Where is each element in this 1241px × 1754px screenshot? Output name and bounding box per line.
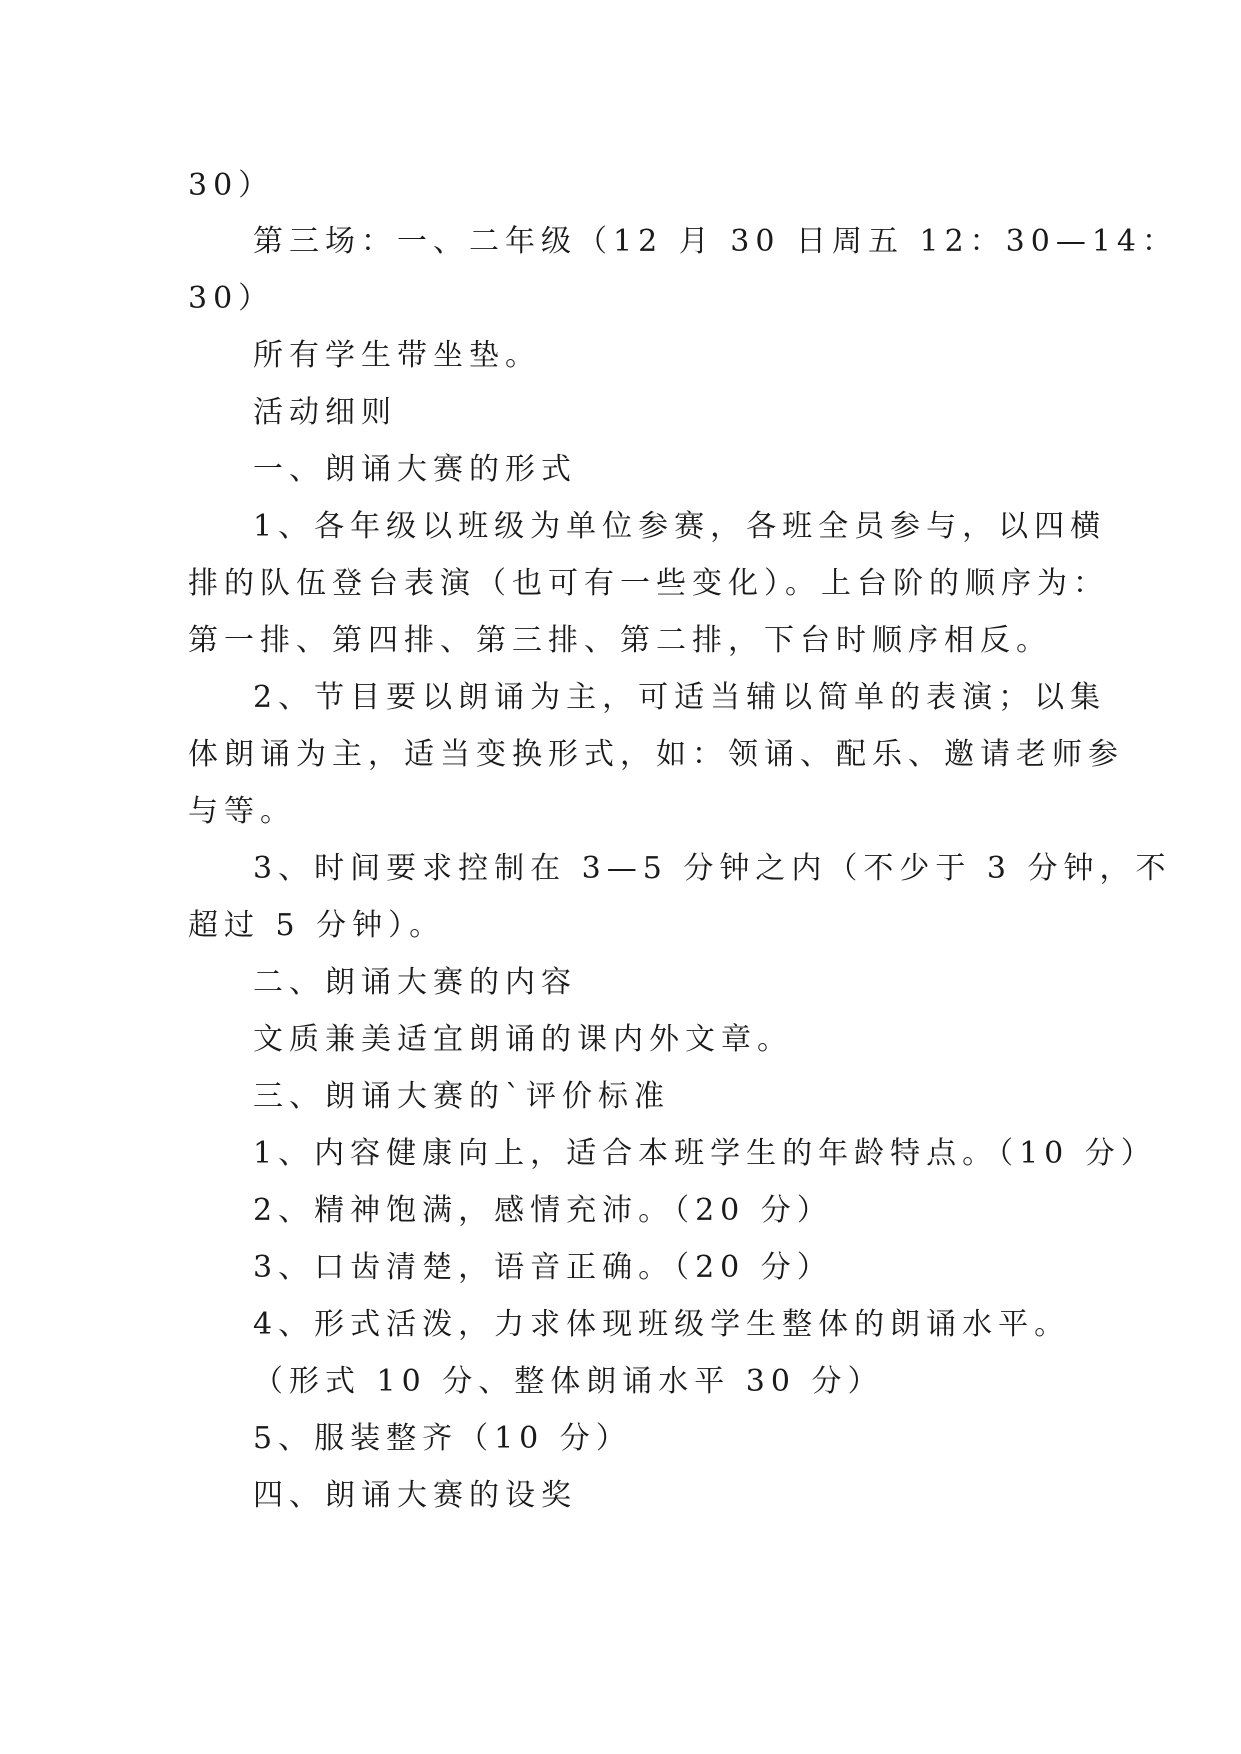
section-heading: 二、朗诵大赛的内容	[253, 965, 577, 1000]
text-line: 1、内容健康向上，适合本班学生的年龄特点。（10 分）	[253, 1136, 1157, 1171]
text-line: 4、形式活泼，力求体现班级学生整体的朗诵水平。	[253, 1307, 1071, 1342]
section-heading: 三、朗诵大赛的`评价标准	[253, 1079, 670, 1114]
text-line: 1、各年级以班级为单位参赛，各班全员参与，以四横	[253, 509, 1107, 544]
text-line: 第三场：一、二年级（12 月 30 日周五 12：30—14：	[253, 224, 1179, 259]
text-line: （形式 10 分、整体朗诵水平 30 分）	[253, 1364, 884, 1399]
text-line: 30）	[188, 168, 275, 203]
section-heading: 四、朗诵大赛的设奖	[253, 1478, 577, 1513]
text-line: 体朗诵为主，适当变换形式，如：领诵、配乐、邀请老师参	[188, 737, 1124, 772]
text-line: 第一排、第四排、第三排、第二排，下台时顺序相反。	[188, 623, 1052, 658]
section-heading: 活动细则	[253, 395, 397, 430]
section-heading: 一、朗诵大赛的形式	[253, 452, 577, 487]
text-line: 5、服装整齐（10 分）	[253, 1421, 632, 1456]
text-line: 超过 5 分钟）。	[188, 908, 446, 943]
text-line: 2、节目要以朗诵为主，可适当辅以简单的表演；以集	[253, 680, 1107, 715]
text-line: 3、口齿清楚，语音正确。（20 分）	[253, 1250, 833, 1285]
text-line: 3、时间要求控制在 3—5 分钟之内（不少于 3 分钟，不	[253, 851, 1172, 886]
text-line: 排的队伍登台表演（也可有一些变化）。上台阶的顺序为：	[188, 566, 1109, 601]
text-line: 文质兼美适宜朗诵的课内外文章。	[253, 1022, 793, 1057]
text-line: 2、精神饱满，感情充沛。（20 分）	[253, 1193, 833, 1228]
text-line: 30）	[188, 281, 275, 316]
text-line: 所有学生带坐垫。	[253, 338, 541, 373]
text-line: 与等。	[188, 794, 296, 829]
